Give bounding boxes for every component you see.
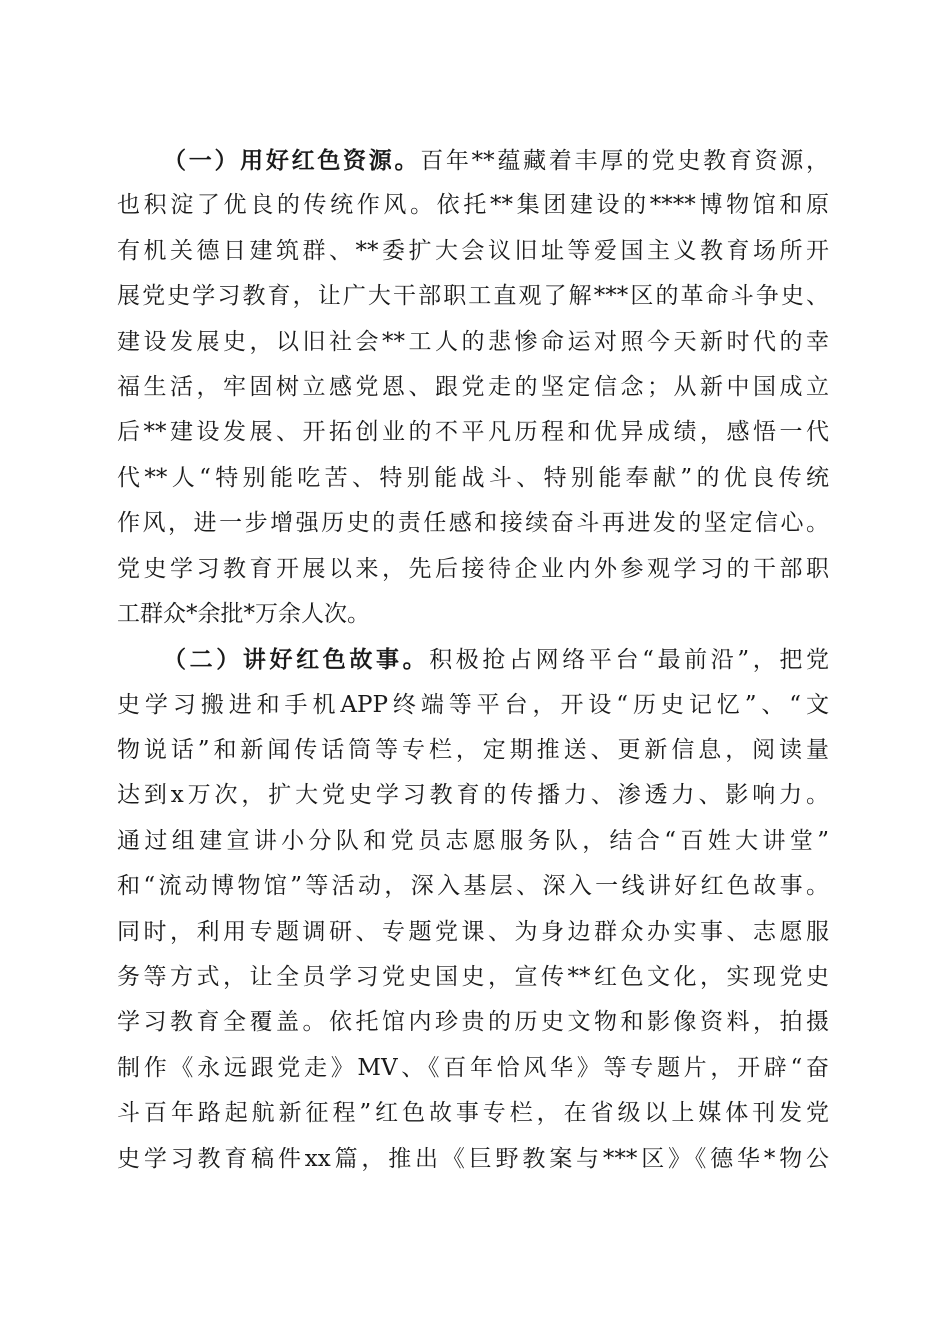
- section2-line-12: 史学习教育稿件xx篇，推出《巨野教案与***区》《德华*物公: [117, 1145, 829, 1172]
- section2-line-7: 同时，利用专题调研、专题党课、为身边群众办实事、志愿服: [117, 918, 829, 945]
- section2-line-5: 通过组建宣讲小分队和党员志愿服务队，结合“百姓大讲堂”: [117, 827, 829, 854]
- section2-line-10: 制作《永远跟党走》MV、《百年恰风华》等专题片，开辟“奋: [117, 1054, 829, 1081]
- section2-heading: （二）讲好红色故事。: [163, 646, 430, 674]
- section2-line-6: 和“流动博物馆”等活动，深入基层、深入一线讲好红色故事。: [117, 873, 829, 900]
- section1-line-9: 作风，进一步增强历史的责任感和接续奋斗再进发的坚定信心。: [117, 510, 829, 537]
- section1-line-6: 福生活，牢固树立感党恩、跟党走的坚定信念；从新中国成立: [117, 373, 829, 400]
- section1-heading: （一）用好红色资源。: [163, 147, 421, 174]
- section1-line-7: 后**建设发展、开拓创业的不平凡历程和优异成绩，感悟一代: [117, 419, 829, 446]
- section2-line-1: [117, 637, 829, 682]
- section1-line-11: 工群众*余批*万余人次。: [117, 600, 370, 627]
- section2-line-4: 达到x万次，扩大党史学习教育的传播力、渗透力、影响力。: [117, 782, 829, 809]
- section1-line-3: 有机关德日建筑群、**委扩大会议旧址等爱国主义教育场所开: [117, 237, 829, 264]
- section2-text: 积极抢占网络平台“最前沿”，把党: [429, 647, 829, 674]
- section1-line-1: [117, 138, 829, 183]
- section1-line-8: 代**人“特别能吃苦、特别能战斗、特别能奉献”的优良传统: [117, 464, 829, 491]
- section1-line-2: 也积淀了优良的传统作风。依托**集团建设的****博物馆和原: [117, 192, 829, 219]
- section2-line-11: 斗百年路起航新征程”红色故事专栏，在省级以上媒体刊发党: [117, 1100, 829, 1127]
- section2-line-8: 务等方式，让全员学习党史国史，宣传**红色文化，实现党史: [117, 964, 829, 991]
- section1-line-5: 建设发展史，以旧社会**工人的悲惨命运对照今天新时代的幸: [117, 328, 829, 355]
- section2-line-3: 物说话”和新闻传话筒等专栏，定期推送、更新信息，阅读量: [117, 737, 829, 764]
- section1-text: 百年**蕴藏着丰厚的党史教育资源，: [420, 148, 829, 174]
- section1-line-10: 党史学习教育开展以来，先后接待企业内外参观学习的干部职: [117, 555, 829, 582]
- section2-line-2: 史学习搬进和手机APP终端等平台，开设“历史记忆”、“文: [117, 691, 829, 718]
- section1-line-4: 展党史学习教育，让广大干部职工直观了解***区的革命斗争史、: [117, 283, 829, 310]
- section2-line-9: 学习教育全覆盖。依托馆内珍贵的历史文物和影像资料，拍摄: [117, 1009, 829, 1036]
- document-body: [117, 138, 829, 1182]
